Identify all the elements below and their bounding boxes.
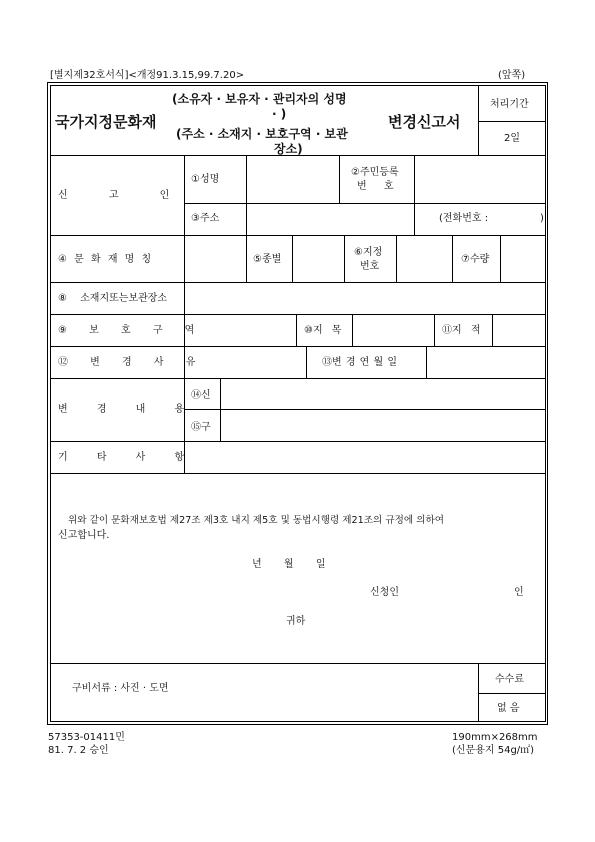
approval-date: 81. 7. 2 승인	[48, 745, 109, 756]
rule-date-left	[306, 346, 307, 378]
statement-line1: 위와 같이 문화재보호법 제27조 제3호 내지 제5호 및 동법시행령 제21조의 규정에 의하여	[68, 515, 444, 526]
old-label: ⑮구	[191, 422, 211, 433]
rule-land-area-right	[492, 314, 493, 346]
rrn-label: ②주민등록	[351, 167, 399, 178]
title-right: 변경신고서	[388, 113, 461, 131]
phone-label: (전화번호 :	[439, 213, 489, 224]
fee-value: 없 음	[497, 703, 520, 714]
title-sub-line3: (주소 · 소재지 · 보호구역 · 보관	[176, 127, 348, 141]
rule-type-left	[246, 235, 247, 282]
phone-close: )	[540, 213, 544, 224]
rule-type-right	[292, 235, 293, 282]
rule-processing-left	[478, 85, 479, 155]
attachments-label: 구비서류 : 사진 · 도면	[72, 683, 169, 694]
rule-content-bottom	[50, 441, 546, 442]
rule-reporter-bottom	[50, 235, 546, 236]
land-category-label: ⑩지 목	[304, 325, 342, 336]
rule-quantity-left	[452, 235, 453, 282]
paper-type: (신문용지 54g/㎡)	[452, 745, 535, 756]
rule-processing-mid	[478, 121, 546, 122]
rule-rrn-right	[414, 155, 415, 235]
rule-label-col-1	[184, 155, 185, 282]
rule-protection-bottom	[50, 346, 546, 347]
heritage-name-label: ④ 문 화 재 명 칭	[58, 254, 152, 265]
rule-name-label-right	[246, 155, 247, 203]
rule-date-right	[426, 346, 427, 378]
seal-label: 인	[514, 587, 524, 598]
rule-statement-bottom	[50, 663, 546, 664]
rule-land-cat-right	[352, 314, 353, 346]
rule-fee-mid	[478, 693, 546, 694]
rule-new-old-label-right	[220, 378, 221, 441]
location-label: ⑧ 소재지또는보관장소	[58, 293, 168, 304]
rrn-label-2: 번 호	[357, 181, 394, 192]
address-label: ③주소	[191, 213, 220, 224]
title-sub-line2: · )	[272, 107, 287, 121]
rule-land-cat-left	[296, 314, 297, 346]
designation-label-2: 번호	[360, 261, 380, 272]
new-label: ⑭신	[191, 390, 211, 401]
name-label: ①성명	[191, 174, 220, 185]
paper-size: 190mm×268mm	[452, 732, 538, 743]
title-sub-line4: 장소)	[274, 142, 303, 156]
title-sub-line1: (소유자 · 보유자 · 관리자의 성명	[172, 92, 347, 106]
statement-date: 년 월 일	[252, 559, 326, 570]
page-side: (앞쪽)	[498, 70, 526, 81]
rule-designation-right	[396, 235, 397, 282]
rule-fee-left	[478, 663, 479, 722]
rule-content-mid	[184, 409, 546, 410]
quantity-label: ⑦수량	[461, 254, 490, 265]
form-code: 57353-01411민	[48, 732, 125, 743]
addressee-label: 귀하	[286, 616, 306, 627]
statement-line2: 신고합니다.	[58, 530, 110, 541]
rule-quantity-right	[500, 235, 501, 282]
change-reason-label: ⑫ 변 경 사 유	[58, 357, 196, 368]
title-left: 국가지정문화재	[55, 113, 157, 131]
reporter-label: 신 고 인	[58, 190, 170, 201]
processing-value: 2일	[504, 133, 521, 144]
form-reference: [별지제32호서식]<개정91.3.15,99.7.20>	[50, 70, 245, 81]
processing-label: 처리기간	[490, 99, 529, 110]
rule-land-area-left	[434, 314, 435, 346]
rule-designation-left	[344, 235, 345, 282]
rule-reason-bottom	[50, 378, 546, 379]
change-date-label: ⑬변 경 연 월 일	[322, 357, 398, 368]
type-label: ⑤종별	[253, 254, 282, 265]
change-content-label: 변 경 내 용	[58, 404, 185, 415]
fee-label: 수수료	[495, 674, 524, 685]
rule-address-label-right	[246, 203, 247, 235]
applicant-label: 신청인	[370, 587, 399, 598]
protection-area-label: ⑨ 보 호 구 역	[58, 325, 195, 336]
rule-heritage-bottom	[50, 282, 546, 283]
other-label: 기 타 사 항	[58, 452, 185, 463]
rule-reporter-mid	[184, 203, 546, 204]
rule-rrn-left	[339, 155, 340, 203]
rule-label-col-2	[184, 282, 185, 473]
designation-label: ⑥지정	[354, 247, 383, 258]
rule-location-bottom	[50, 314, 546, 315]
rule-other-bottom	[50, 473, 546, 474]
land-area-label: ⑪지 적	[442, 325, 481, 336]
